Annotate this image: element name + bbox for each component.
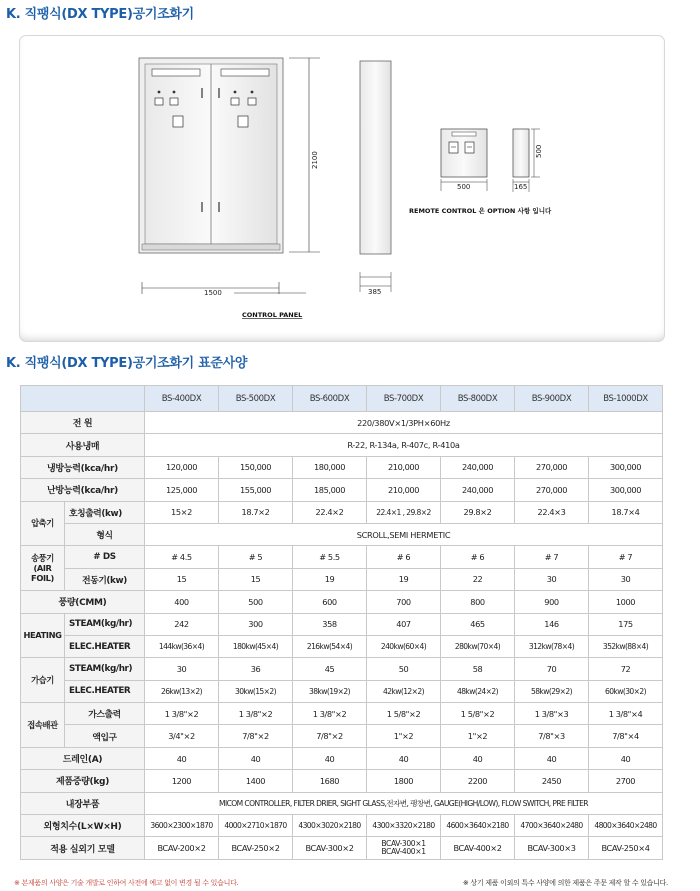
- table-cell: BCAV-200×2: [145, 837, 219, 859]
- dim-remote-depth: 165: [514, 183, 528, 191]
- table-cell: 146: [515, 613, 589, 635]
- dim-height: 2100: [311, 151, 319, 169]
- table-cell: 185,000: [293, 479, 367, 501]
- table-cell: 1400: [219, 770, 293, 792]
- table-cell: 40: [219, 747, 293, 769]
- airflow-row: [21, 591, 663, 613]
- row-label: 외형치수(L×W×H): [21, 815, 145, 837]
- table-cell: 700: [367, 591, 441, 613]
- sub-label: ELEC.HEATER: [65, 680, 145, 702]
- heating-capacity-row: [21, 479, 663, 501]
- table-cell: 72: [589, 658, 663, 680]
- table-cell: 120,000: [145, 456, 219, 478]
- power-row: [21, 412, 663, 434]
- model-header: BS-500DX: [219, 386, 293, 412]
- heating-steam-row: [21, 613, 663, 635]
- pipe-liquid-row: [21, 725, 663, 747]
- table-cell: 36: [219, 658, 293, 680]
- table-cell: 40: [441, 747, 515, 769]
- cooling-row: [21, 456, 663, 478]
- pipe-gas-row: [21, 703, 663, 725]
- table-cell: 280kw(70×4): [441, 635, 515, 657]
- table-cell: 29.8×2: [441, 501, 515, 523]
- model-header: BS-400DX: [145, 386, 219, 412]
- table-cell: 270,000: [515, 456, 589, 478]
- table-cell: 210,000: [367, 456, 441, 478]
- table-cell: 900: [515, 591, 589, 613]
- table-cell: 4800×3640×2480: [589, 815, 663, 837]
- refrigerant-row: [21, 434, 663, 456]
- table-cell: 4300×3020×2180: [293, 815, 367, 837]
- model-header: BS-900DX: [515, 386, 589, 412]
- table-cell: 300,000: [589, 479, 663, 501]
- header-corner: [21, 386, 145, 412]
- table-cell: BCAV-300×2: [293, 837, 367, 859]
- table-cell: 1 3/8"×2: [145, 703, 219, 725]
- row-label: 풍량(CMM): [21, 591, 145, 613]
- table-cell: 18.7×4: [589, 501, 663, 523]
- table-cell: 1"×2: [367, 725, 441, 747]
- table-cell: 40: [515, 747, 589, 769]
- weight-row: [21, 770, 663, 792]
- table-cell: 240,000: [441, 456, 515, 478]
- model-header: BS-1000DX: [589, 386, 663, 412]
- table-cell: 2700: [589, 770, 663, 792]
- dim-width: 1500: [204, 289, 222, 297]
- outdoor-line-1: BCAV-300×1: [381, 839, 426, 849]
- table-cell: 125,000: [145, 479, 219, 501]
- remote-control-side: [513, 129, 543, 192]
- drawing-section-title: K. 직팽식(DX TYPE)공기조화기: [6, 7, 194, 22]
- table-cell: 22.4×2: [293, 501, 367, 523]
- table-cell: 19: [293, 568, 367, 590]
- table-cell: 4300×3320×2180: [367, 815, 441, 837]
- table-cell: 30: [145, 658, 219, 680]
- model-header: BS-800DX: [441, 386, 515, 412]
- table-cell: 58kw(29×2): [515, 680, 589, 702]
- table-cell: 18.7×2: [219, 501, 293, 523]
- dim-depth: 385: [368, 288, 382, 296]
- table-cell: 300,000: [589, 456, 663, 478]
- drain-row: [21, 747, 663, 769]
- table-cell: 1 5/8"×2: [441, 703, 515, 725]
- table-cell: 1680: [293, 770, 367, 792]
- spec-section-title: K. 직팽식(DX TYPE)공기조화기 표준사양: [6, 356, 248, 371]
- table-cell: 7/8"×2: [219, 725, 293, 747]
- row-label: 난방능력(kca/hr): [21, 479, 145, 501]
- table-cell: 15×2: [145, 501, 219, 523]
- parts-row: [21, 792, 663, 814]
- remote-option-note: REMOTE CONTROL 은 OPTION 사항 입니다: [409, 207, 552, 215]
- table-cell: BCAV-250×4: [589, 837, 663, 859]
- front-view: [139, 58, 320, 319]
- fan-ds-row: [21, 546, 663, 568]
- table-cell: # 6: [441, 546, 515, 568]
- row-label: 냉방능력(kca/hr): [21, 456, 145, 478]
- sub-label: ELEC.HEATER: [65, 635, 145, 657]
- table-cell: 465: [441, 613, 515, 635]
- table-cell: 40: [293, 747, 367, 769]
- table-cell: # 5: [219, 546, 293, 568]
- table-cell: 270,000: [515, 479, 589, 501]
- table-cell: 22.4×1 , 29.8×2: [367, 501, 441, 523]
- side-view: [360, 61, 391, 296]
- table-cell: 45: [293, 658, 367, 680]
- table-cell: 15: [145, 568, 219, 590]
- table-cell: 3600×2300×1870: [145, 815, 219, 837]
- table-cell: 1 3/8"×2: [219, 703, 293, 725]
- table-cell: 4700×3640×2480: [515, 815, 589, 837]
- table-cell: 2450: [515, 770, 589, 792]
- table-cell: 352kw(88×4): [589, 635, 663, 657]
- table-cell: # 6: [367, 546, 441, 568]
- table-cell: 40: [589, 747, 663, 769]
- row-label: 사용냉매: [21, 434, 145, 456]
- sub-label: 호칭출력(kw): [65, 501, 145, 523]
- footnote-right: ※ 상기 제품 이외의 특수 사양에 의한 제품은 주문 제작 할 수 있습니다.: [462, 879, 668, 887]
- heating-elec-row: [21, 635, 663, 657]
- row-label: 제품중량(kg): [21, 770, 145, 792]
- table-cell: 30: [589, 568, 663, 590]
- table-cell: [367, 837, 441, 859]
- unit-drawing: [20, 36, 664, 341]
- table-cell: # 5.5: [293, 546, 367, 568]
- table-cell: 1 5/8"×2: [367, 703, 441, 725]
- table-cell: 180kw(45×4): [219, 635, 293, 657]
- table-cell: 1 3/8"×3: [515, 703, 589, 725]
- table-cell: 300: [219, 613, 293, 635]
- table-cell: 2200: [441, 770, 515, 792]
- table-cell: 40: [145, 747, 219, 769]
- compressor-type-row: [21, 523, 663, 545]
- sub-label: 가스출력: [65, 703, 145, 725]
- table-cell: 26kw(13×2): [145, 680, 219, 702]
- table-cell: # 7: [515, 546, 589, 568]
- compressor-type-value: SCROLL,SEMI HERMETIC: [145, 523, 663, 545]
- spec-table: [20, 385, 663, 860]
- table-cell: 312kw(78×4): [515, 635, 589, 657]
- outdoor-unit-row: [21, 837, 663, 859]
- sub-label: 액입구: [65, 725, 145, 747]
- table-cell: 4000×2710×1870: [219, 815, 293, 837]
- table-cell: 180,000: [293, 456, 367, 478]
- table-cell: 19: [367, 568, 441, 590]
- table-cell: 7/8"×3: [515, 725, 589, 747]
- remote-control-front: [441, 129, 487, 191]
- table-cell: 7/8"×4: [589, 725, 663, 747]
- table-cell: 1200: [145, 770, 219, 792]
- table-cell: 42kw(12×2): [367, 680, 441, 702]
- table-cell: 600: [293, 591, 367, 613]
- group-label: HEATING: [21, 613, 65, 658]
- control-panel-label: CONTROL PANEL: [242, 311, 303, 319]
- table-cell: 30kw(15×2): [219, 680, 293, 702]
- table-cell: 1 3/8"×4: [589, 703, 663, 725]
- table-cell: 1800: [367, 770, 441, 792]
- table-cell: 240,000: [441, 479, 515, 501]
- humidifier-steam-row: [21, 658, 663, 680]
- table-cell: 40: [367, 747, 441, 769]
- table-cell: 50: [367, 658, 441, 680]
- table-cell: 48kw(24×2): [441, 680, 515, 702]
- dim-remote-width: 500: [457, 183, 471, 191]
- model-header: BS-700DX: [367, 386, 441, 412]
- group-label: 압축기: [21, 501, 65, 546]
- table-cell: 70: [515, 658, 589, 680]
- table-cell: BCAV-300×3: [515, 837, 589, 859]
- table-cell: 240kw(60×4): [367, 635, 441, 657]
- table-cell: 1 3/8"×2: [293, 703, 367, 725]
- table-cell: 144kw(36×4): [145, 635, 219, 657]
- table-cell: 407: [367, 613, 441, 635]
- humidifier-elec-row: [21, 680, 663, 702]
- table-cell: 155,000: [219, 479, 293, 501]
- group-label: 접속배관: [21, 703, 65, 748]
- table-cell: 400: [145, 591, 219, 613]
- row-label: 전 원: [21, 412, 145, 434]
- sub-label: STEAM(kg/hr): [65, 613, 145, 635]
- sub-label: STEAM(kg/hr): [65, 658, 145, 680]
- table-cell: 1000: [589, 591, 663, 613]
- row-label: 내장부품: [21, 792, 145, 814]
- table-cell: 3/4"×2: [145, 725, 219, 747]
- table-cell: 358: [293, 613, 367, 635]
- table-cell: BCAV-250×2: [219, 837, 293, 859]
- dim-remote-height: 500: [535, 144, 543, 158]
- model-header-row: [21, 386, 663, 412]
- table-cell: 242: [145, 613, 219, 635]
- table-cell: BCAV-400×2: [441, 837, 515, 859]
- table-cell: 150,000: [219, 456, 293, 478]
- table-cell: 22: [441, 568, 515, 590]
- row-label: 적용 실외기 모델: [21, 837, 145, 859]
- table-cell: 4600×3640×2180: [441, 815, 515, 837]
- footnote-left: ※ 본제품의 사양은 기술 개발로 인하여 사전에 예고 없이 변경 될 수 있습니다.: [14, 879, 239, 887]
- fan-motor-row: [21, 568, 663, 590]
- table-cell: 60kw(30×2): [589, 680, 663, 702]
- sub-label: 전동기(kw): [65, 568, 145, 590]
- table-cell: # 7: [589, 546, 663, 568]
- table-cell: 210,000: [367, 479, 441, 501]
- sub-label: # DS: [65, 546, 145, 568]
- group-label: 가습기: [21, 658, 65, 703]
- outdoor-line-2: BCAV-400×1: [381, 847, 426, 857]
- table-cell: 15: [219, 568, 293, 590]
- table-cell: 216kw(54×4): [293, 635, 367, 657]
- table-cell: 22.4×3: [515, 501, 589, 523]
- power-value: 220/380V×1/3PH×60Hz: [145, 412, 663, 434]
- table-cell: 1"×2: [441, 725, 515, 747]
- table-cell: 58: [441, 658, 515, 680]
- group-label: 송풍기 (AIR FOIL): [21, 546, 65, 591]
- refrigerant-value: R-22, R-134a, R-407c, R-410a: [145, 434, 663, 456]
- table-cell: 7/8"×2: [293, 725, 367, 747]
- model-header: BS-600DX: [293, 386, 367, 412]
- dimensions-row: [21, 815, 663, 837]
- table-cell: 175: [589, 613, 663, 635]
- table-cell: 500: [219, 591, 293, 613]
- sub-label: 형식: [65, 523, 145, 545]
- table-cell: # 4.5: [145, 546, 219, 568]
- drawing-panel: [20, 36, 664, 341]
- compressor-output-row: [21, 501, 663, 523]
- parts-value: MICOM CONTROLLER, FILTER DRIER, SIGHT GLASS,전자변, 팽창변, GAUGE(HIGH/LOW), FLOW SWITCH, PRE FILTER: [145, 792, 663, 814]
- table-cell: 38kw(19×2): [293, 680, 367, 702]
- table-cell: 800: [441, 591, 515, 613]
- row-label: 드레인(A): [21, 747, 145, 769]
- table-cell: 30: [515, 568, 589, 590]
